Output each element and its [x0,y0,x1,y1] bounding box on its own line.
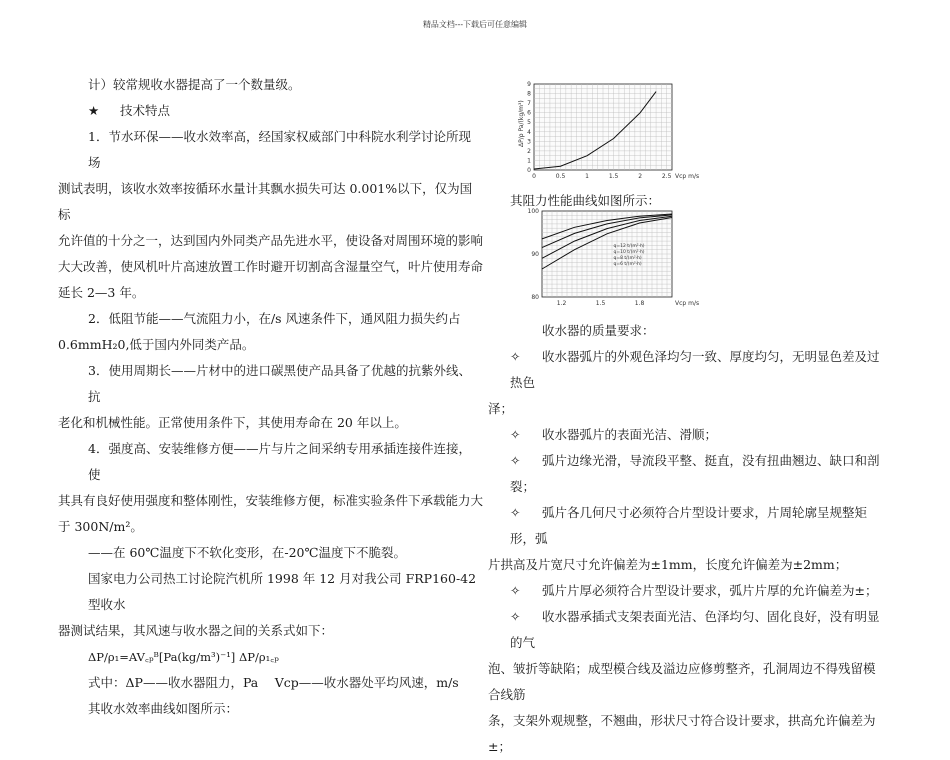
text-line: 国家电力公司热工讨论院汽机所 1998 年 12 月对我公司 FRP160-42 型收水 [88,571,477,612]
bullet-item: ✧ 收水器承插式支架表面光洁、色泽均匀、固化良好，没有明显的气 [510,604,885,656]
section-heading [88,98,483,124]
efficiency-chart [512,203,712,311]
resistance-chart [512,80,700,190]
x-tick-label: 2.5 [661,173,672,180]
x-tick-label: 1.8 [634,300,645,307]
quality-title: 收水器的质量要求： [542,323,655,338]
text-line: 其收水效率曲线如图所示： [88,701,239,716]
diamond-icon: ✧ [510,427,521,442]
y-tick-label: 80 [531,294,539,301]
diamond-icon: ✧ [510,349,521,364]
y-tick-label: 8 [527,90,531,98]
star-icon: ★ [88,103,100,118]
text-line: 测试表明，该收水效率按循环水量计其飘水损失可达 0.001%以下，仅为国标 [58,181,473,222]
heading-text: 技术特点 [120,103,171,118]
text-line: 1．节水环保——收水效率高，经国家权威部门中科院水利学讨论所现场 [88,129,471,170]
diamond-icon: ✧ [510,453,521,468]
text-line: 允许值的十分之一，达到国内外同类产品先进水平，使设备对周围环境的影响 [58,233,484,248]
y-axis-label: ΔP/ρ Pa/(kg/m³) [518,100,525,147]
diamond-icon: ✧ [510,583,521,598]
resistance-chart-svg [512,80,700,190]
x-axis-label: Vcp m/s [675,300,700,307]
text-line: 延长 2—3 年。 [58,285,145,300]
bullet-item: ✧ 收水器弧片的外观色泽均匀一致、厚度均匀，无明显色差及过热色 [510,344,885,396]
diamond-icon: ✧ [510,505,521,520]
bullet-item: ✧ 弧片各几何尺寸必须符合片型设计要求，片周轮廓呈规整矩形，弧 [510,500,885,552]
text-line: 泽； [488,401,514,416]
text-line: 3．使用周期长——片材中的进口碳黑使产品具备了优越的抗紫外线、抗 [88,363,471,404]
y-tick-label: 9 [527,81,531,88]
text-line: 0.6mmH₂0,低于国内外同类产品。 [58,337,255,352]
text-line: 片拱高及片宽尺寸允许偏差为±1mm，长度允许偏差为±2mm； [488,557,848,572]
x-axis-label: Vcp m/s [675,173,700,180]
bullet-item: ✧ 弧片边缘光滑，导流段平整、挺直，没有扭曲翘边、缺口和剖裂； [510,448,885,500]
text-line: 器测试结果，其风速与收水器之间的关系式如下： [58,623,334,638]
bullet-item: ✧ 弧片片厚必须符合片型设计要求，弧片片厚的允许偏差为±； [510,578,885,604]
legend-entry: q=8 t/(m²·h) [613,256,642,262]
right-column [488,318,885,760]
text-line: 老化和机械性能。正常使用条件下，其使用寿命在 20 年以上。 [58,415,407,430]
bullet-item: ✧ 收水器弧片的表面光洁、滑顺； [510,422,885,448]
x-tick-label: 1 [585,173,589,180]
y-tick-label: 5 [527,119,531,127]
legend-entry: q=12 t/(m²·h) [613,244,645,250]
text-line: 大大改善，使风机叶片高速放置工作时避开切割高含湿量空气，叶片使用寿命 [58,259,484,274]
text-line: ——在 60℃温度下不软化变形，在-20℃温度下不脆裂。 [88,545,406,560]
x-tick-label: 0.5 [555,173,566,180]
diamond-icon: ✧ [510,609,521,624]
x-tick-label: 2 [638,173,643,180]
legend-entry: q=10 t/(m²·h) [613,250,645,256]
text-line: 4．强度高、安装维修方便——片与片之间采纳专用承插连接件连接，使 [88,441,471,482]
y-tick-label: 2 [527,147,531,155]
y-tick-label: 7 [527,100,531,108]
y-tick-label: 3 [527,138,531,146]
y-tick-label: 100 [527,208,539,215]
formula-line: ΔP/ρ₁=AV꜀ₚᴮ[Pa(kg/m³)⁻¹] ΔP/ρ₁꜀ₚ [88,650,279,664]
text-line: 其具有良好使用强度和整体刚性，安装维修方便，标准实验条件下承载能力大 [58,493,484,508]
efficiency-chart-svg [512,203,712,311]
text-line: 泡、皱折等缺陷；成型模合线及溢边应修剪整齐，孔洞周边不得残留模合线筋 [488,661,876,702]
y-tick-label: 0 [527,167,531,174]
x-tick-label: 1.5 [608,173,619,180]
right-caption-1 [510,188,885,214]
text-line: 其阻力性能曲线如图所示： [510,193,661,208]
y-tick-label: 1 [527,157,531,165]
y-tick-label: 4 [527,128,531,136]
legend-entry: q=6 t/(m²·h) [613,262,642,268]
text-line: 2．低阻节能——气流阻力小，在/s 风速条件下，通风阻力损失约占 [88,311,461,326]
x-tick-label: 1.2 [556,300,567,307]
text-line: 式中：ΔP——收水器阻力，Pa Vcp——收水器处平均风速，m/s [88,675,459,690]
left-column [58,72,484,722]
y-tick-label: 6 [527,109,531,117]
x-tick-label: 1.5 [595,300,606,307]
text-line: 条，支架外观规整，不翘曲，形状尺寸符合设计要求，拱高允许偏差为±； [488,713,876,754]
x-tick-label: 0 [532,173,536,180]
text-line: 于 300N/m²。 [58,519,143,534]
page-header: 精品文档---下载后可任意编辑 [422,20,528,29]
text-line: 计）较常规收水器提高了一个数量级。 [88,77,301,92]
y-tick-label: 90 [531,251,539,258]
